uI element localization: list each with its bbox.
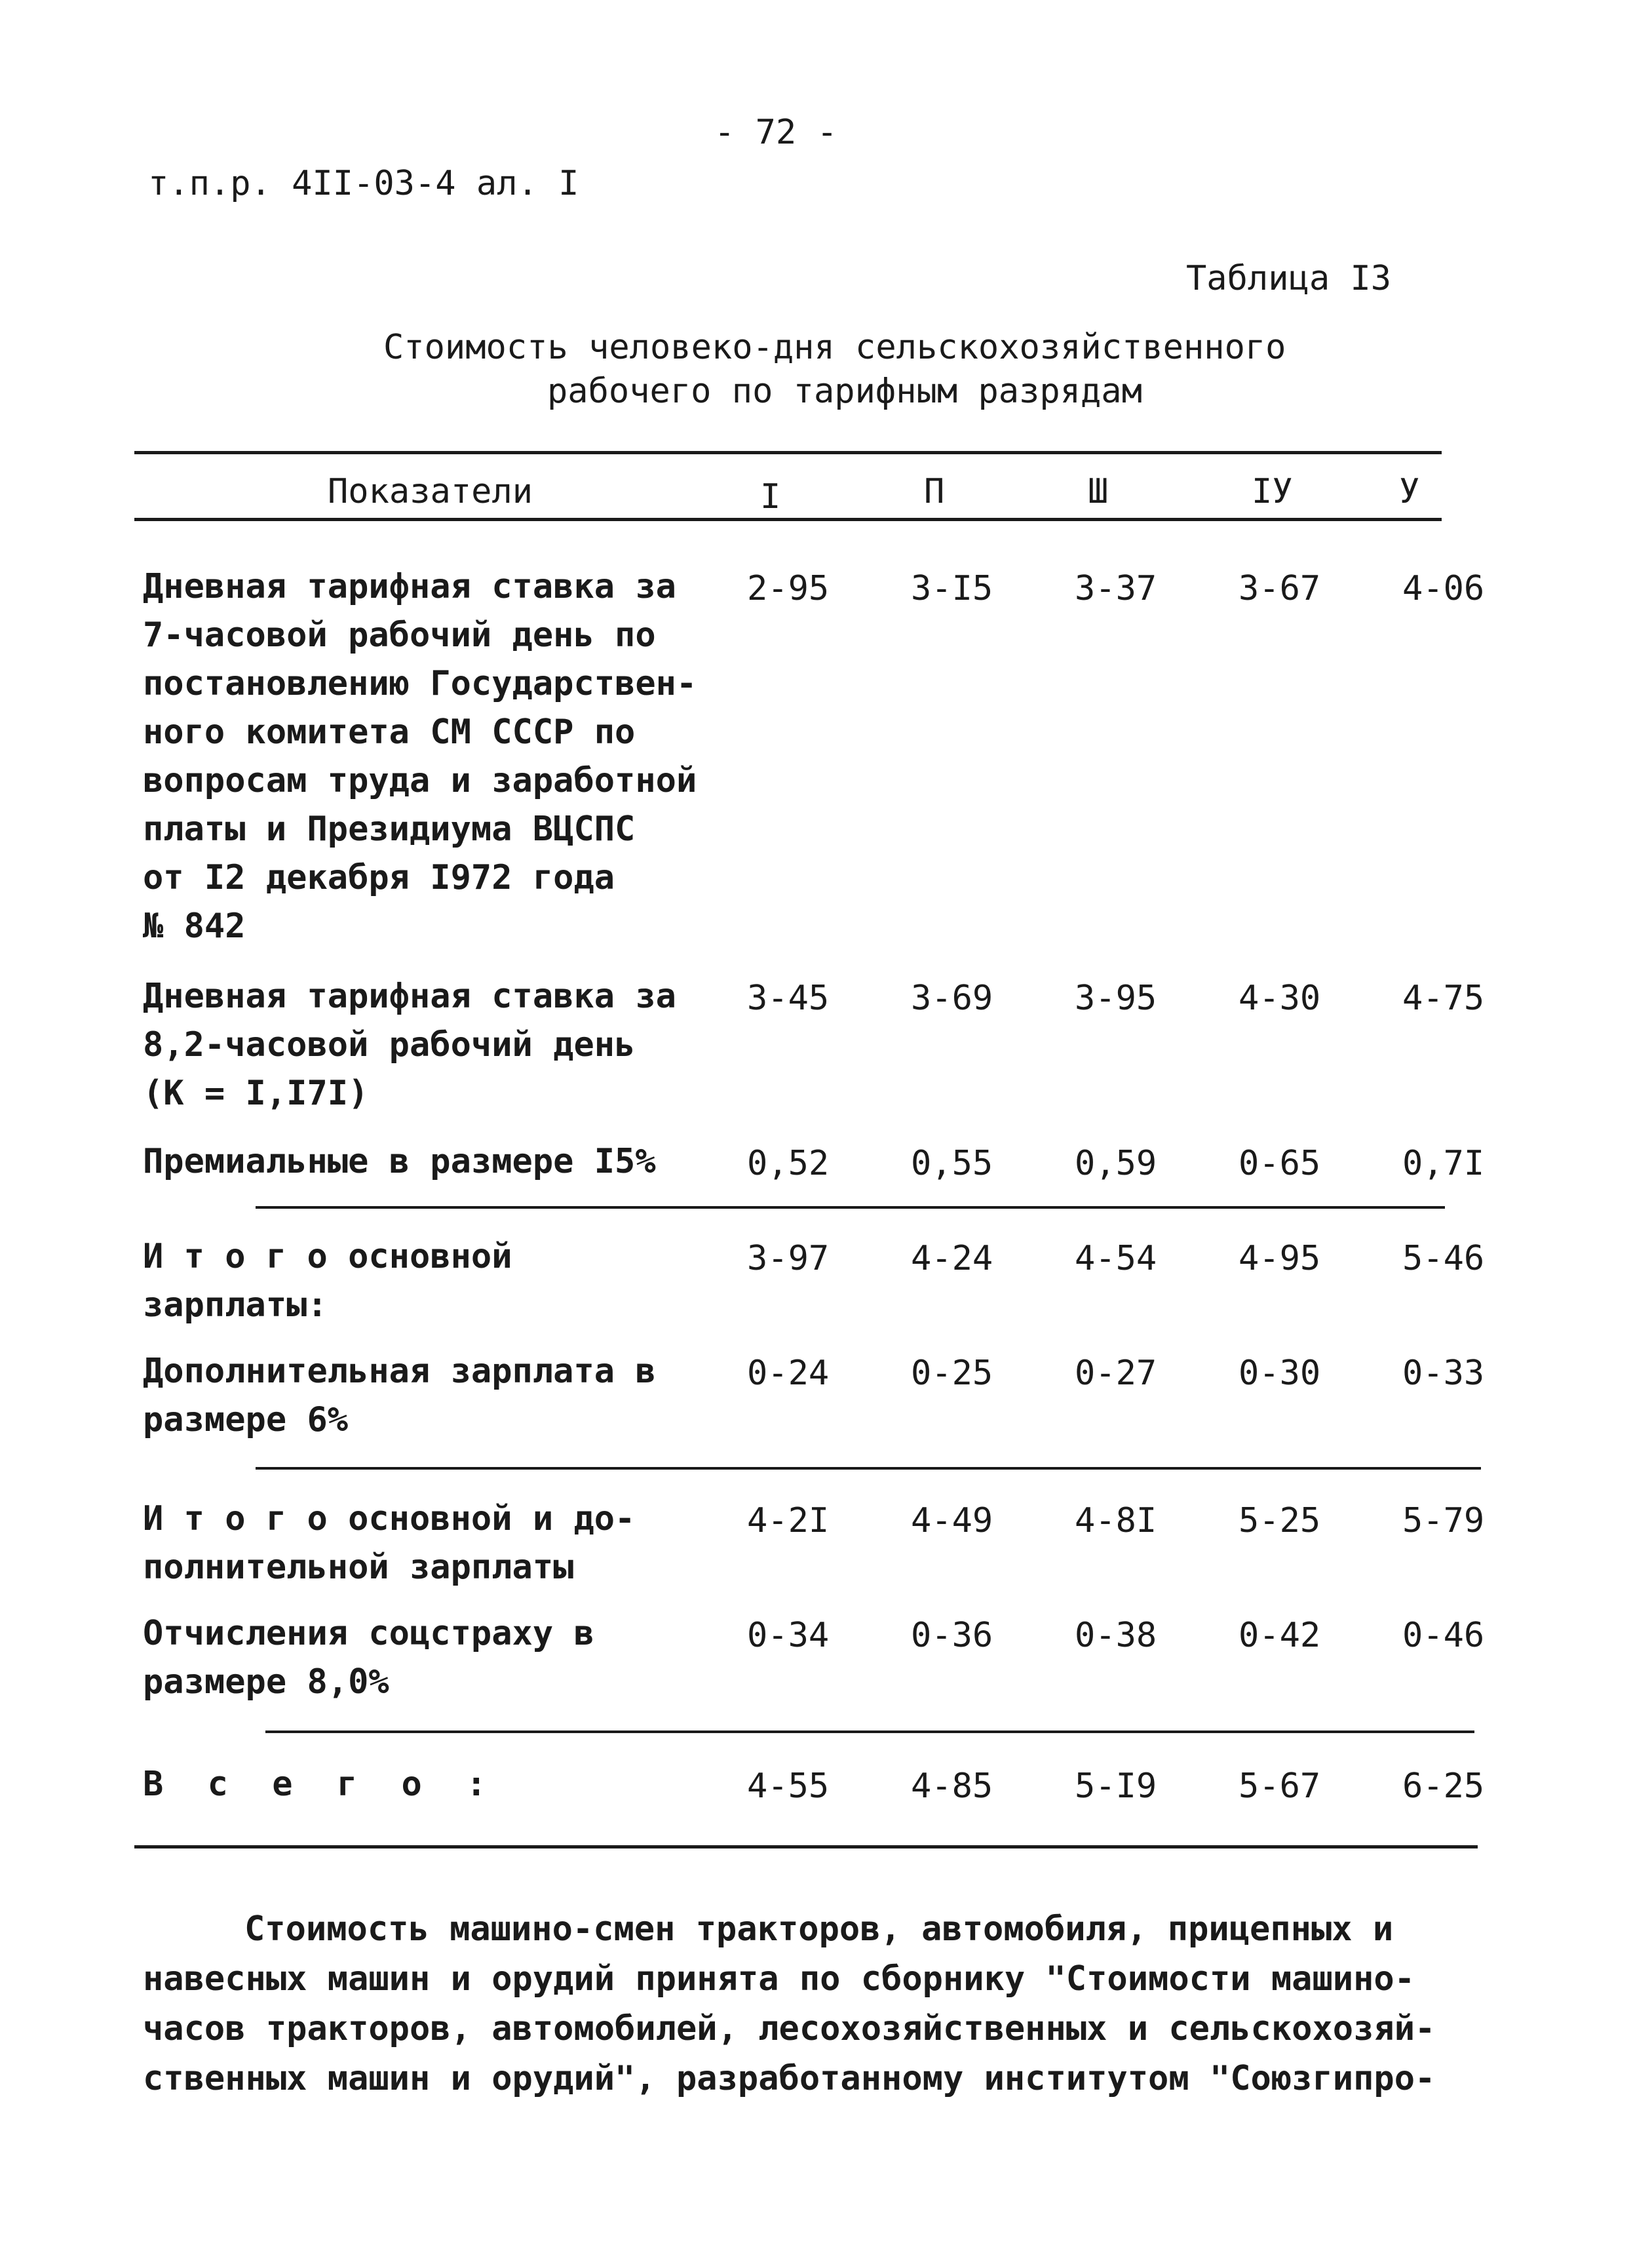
cell-value: 5-I9 (1075, 1767, 1157, 1806)
column-header-indicators: Показатели (328, 472, 533, 511)
page-number: - 72 - (714, 113, 837, 152)
cell-value: 4-54 (1075, 1239, 1157, 1278)
body-paragraph (143, 1904, 1552, 2103)
table-top-rule (134, 451, 1442, 454)
column-header-grade-2: П (924, 472, 945, 511)
cell-value: 3-69 (911, 979, 993, 1018)
subtotal-rule (256, 1206, 1445, 1209)
row-label: И т о г о основной и до- полнительной зарплаты (143, 1499, 636, 1587)
cell-value: 3-67 (1239, 569, 1321, 608)
row-label: Премиальные в размере I5% (143, 1142, 656, 1181)
cell-value: 0-65 (1239, 1144, 1321, 1183)
cell-value: 4-85 (911, 1767, 993, 1806)
cell-value: 0-25 (911, 1354, 993, 1393)
cell-value: 4-06 (1402, 569, 1485, 608)
cell-value: 4-49 (911, 1501, 993, 1540)
cell-value: 5-46 (1402, 1239, 1485, 1278)
caption-line-2: рабочего по тарифным разрядам (547, 372, 1142, 411)
cell-value: 0,52 (747, 1144, 830, 1183)
cell-value: 2-95 (747, 569, 830, 608)
row-label: В с е г о : (143, 1765, 499, 1804)
subtotal-rule (256, 1467, 1481, 1470)
cell-value: 0-27 (1075, 1354, 1157, 1393)
cell-value: 5-79 (1402, 1501, 1485, 1540)
cell-value: 0-38 (1075, 1616, 1157, 1655)
cell-value: 5-67 (1239, 1767, 1321, 1806)
cell-value: 4-95 (1239, 1239, 1321, 1278)
cell-value: 0-42 (1239, 1616, 1321, 1655)
header-bottom-rule (134, 518, 1442, 521)
row-label: Дневная тарифная ставка за 8,2-часовой рабочий день (К = I,I7I) (143, 977, 676, 1113)
paragraph-line: навесных машин и орудий принята по сборнику "Стоимости машино- (143, 1959, 1415, 1999)
cell-value: 0-24 (747, 1354, 830, 1393)
column-header-grade-3: Ш (1088, 472, 1109, 511)
cell-value: 0-30 (1239, 1354, 1321, 1393)
table-bottom-rule (134, 1845, 1478, 1848)
cell-value: 0,55 (911, 1144, 993, 1183)
cell-value: 3-45 (747, 979, 830, 1018)
row-label: Дневная тарифная ставка за 7-часовой рабочий день по постановлению Государствен- ного комитета СМ СССР по вопросам труда и заработной платы и Президиума ВЦСПС от I2 декабря I972 года № 842 (143, 567, 697, 946)
cell-value: 0-33 (1402, 1354, 1485, 1393)
cell-value: 0,7I (1402, 1144, 1485, 1183)
cell-value: 3-I5 (911, 569, 993, 608)
document-reference: т.п.р. 4II-03-4 ал. I (148, 164, 579, 203)
cell-value: 4-24 (911, 1239, 993, 1278)
cell-value: 3-37 (1075, 569, 1157, 608)
paragraph-line: часов тракторов, автомобилей, лесохозяйственных и сельскохозяй- (143, 2009, 1436, 2048)
cell-value: 4-30 (1239, 979, 1321, 1018)
cell-value: 4-8I (1075, 1501, 1157, 1540)
cell-value: 4-75 (1402, 979, 1485, 1018)
row-label: И т о г о основной зарплаты: (143, 1237, 512, 1325)
cell-value: 0-36 (911, 1616, 993, 1655)
caption-line-1: Стоимость человеко-дня сельскохозяйственного (383, 328, 1286, 367)
column-header-grade-5: У (1399, 472, 1420, 511)
paragraph-line: Стоимость машино-смен тракторов, автомобиля, прицепных и (244, 1909, 1394, 1949)
cell-value: 4-55 (747, 1767, 830, 1806)
cell-value: 5-25 (1239, 1501, 1321, 1540)
row-label: Дополнительная зарплата в размере 6% (143, 1352, 656, 1439)
column-header-grade-4: IУ (1252, 472, 1293, 511)
column-header-grade-1: I (760, 477, 781, 517)
paragraph-line: ственных машин и орудий", разработанному институтом "Союзгипро- (143, 2059, 1436, 2098)
cell-value: 6-25 (1402, 1767, 1485, 1806)
cell-value: 0-46 (1402, 1616, 1485, 1655)
cell-value: 0-34 (747, 1616, 830, 1655)
row-label: Отчисления соцстраху в размере 8,0% (143, 1614, 594, 1702)
cell-value: 0,59 (1075, 1144, 1157, 1183)
table-label: Таблица I3 (1186, 259, 1392, 298)
cell-value: 3-95 (1075, 979, 1157, 1018)
cell-value: 4-2I (747, 1501, 830, 1540)
cell-value: 3-97 (747, 1239, 830, 1278)
total-rule (265, 1730, 1474, 1733)
